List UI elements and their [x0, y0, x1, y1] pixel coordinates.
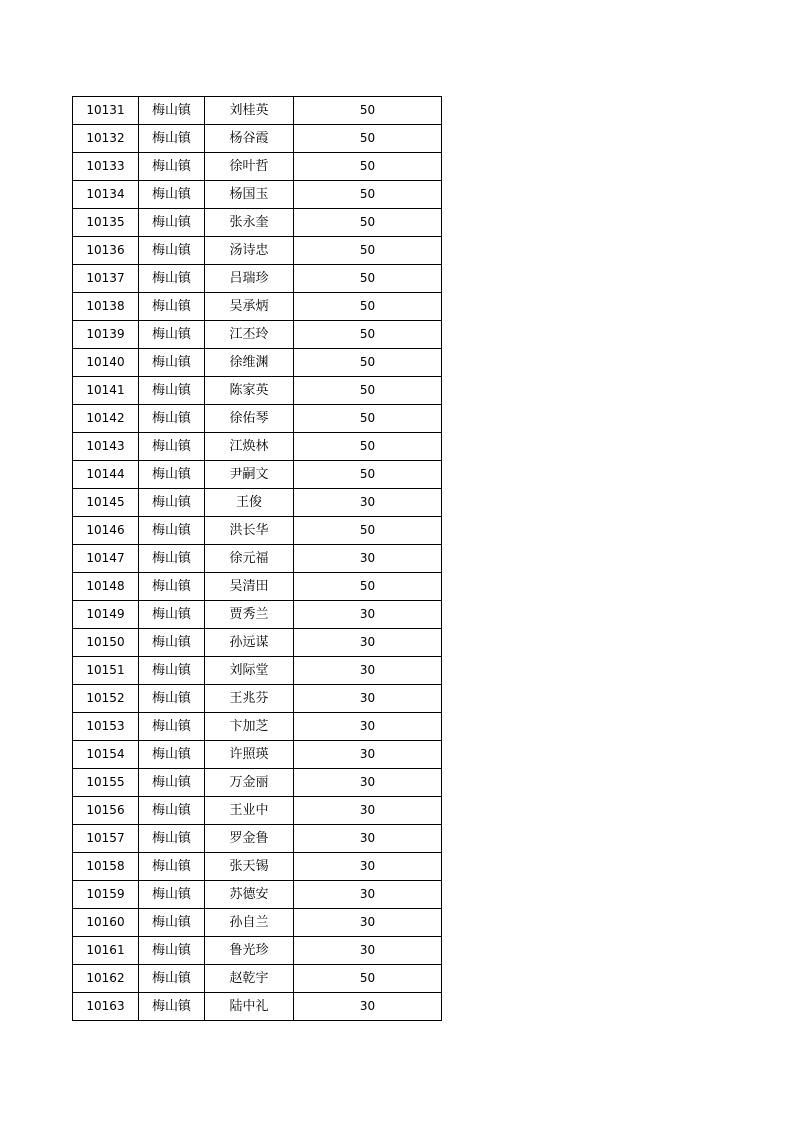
cell-name: 徐佑琴: [205, 405, 294, 433]
table-row: [73, 993, 442, 1021]
cell-amount: 30: [294, 769, 442, 797]
cell-id: 10150: [73, 629, 139, 657]
table-row: [73, 713, 442, 741]
cell-id: 10152: [73, 685, 139, 713]
cell-amount: 30: [294, 797, 442, 825]
cell-amount: 30: [294, 937, 442, 965]
cell-amount: 30: [294, 601, 442, 629]
cell-amount: 50: [294, 377, 442, 405]
table-row: [73, 517, 442, 545]
cell-name: 吕瑞珍: [205, 265, 294, 293]
table-row: [73, 573, 442, 601]
cell-town: 梅山镇: [139, 545, 205, 573]
cell-id: 10160: [73, 909, 139, 937]
cell-town: 梅山镇: [139, 321, 205, 349]
cell-amount: 30: [294, 545, 442, 573]
cell-id: 10145: [73, 489, 139, 517]
table-row: [73, 293, 442, 321]
cell-name: 吴清田: [205, 573, 294, 601]
cell-id: 10149: [73, 601, 139, 629]
cell-name: 孙自兰: [205, 909, 294, 937]
cell-town: 梅山镇: [139, 125, 205, 153]
cell-id: 10148: [73, 573, 139, 601]
cell-amount: 50: [294, 965, 442, 993]
table-row: [73, 209, 442, 237]
table-row: [73, 601, 442, 629]
cell-name: 王业中: [205, 797, 294, 825]
table-row: [73, 741, 442, 769]
cell-town: 梅山镇: [139, 405, 205, 433]
table-row: [73, 937, 442, 965]
cell-id: 10157: [73, 825, 139, 853]
table-row: [73, 377, 442, 405]
cell-name: 杨国玉: [205, 181, 294, 209]
cell-town: 梅山镇: [139, 181, 205, 209]
cell-name: 苏德安: [205, 881, 294, 909]
cell-id: 10156: [73, 797, 139, 825]
cell-town: 梅山镇: [139, 461, 205, 489]
cell-amount: 50: [294, 461, 442, 489]
cell-town: 梅山镇: [139, 993, 205, 1021]
cell-id: 10151: [73, 657, 139, 685]
table-row: [73, 797, 442, 825]
cell-name: 王兆芬: [205, 685, 294, 713]
table-row: [73, 433, 442, 461]
cell-town: 梅山镇: [139, 265, 205, 293]
cell-name: 杨谷霞: [205, 125, 294, 153]
cell-id: 10147: [73, 545, 139, 573]
table-row: [73, 965, 442, 993]
cell-amount: 50: [294, 573, 442, 601]
cell-name: 王俊: [205, 489, 294, 517]
table-row: [73, 349, 442, 377]
cell-town: 梅山镇: [139, 881, 205, 909]
cell-id: 10139: [73, 321, 139, 349]
cell-name: 许照瑛: [205, 741, 294, 769]
cell-town: 梅山镇: [139, 433, 205, 461]
cell-name: 贾秀兰: [205, 601, 294, 629]
cell-town: 梅山镇: [139, 685, 205, 713]
cell-id: 10138: [73, 293, 139, 321]
cell-amount: 50: [294, 125, 442, 153]
cell-town: 梅山镇: [139, 937, 205, 965]
cell-id: 10161: [73, 937, 139, 965]
table-row: [73, 685, 442, 713]
table-row: [73, 461, 442, 489]
cell-amount: 50: [294, 181, 442, 209]
cell-id: 10136: [73, 237, 139, 265]
cell-id: 10146: [73, 517, 139, 545]
cell-amount: 30: [294, 685, 442, 713]
cell-amount: 50: [294, 349, 442, 377]
cell-town: 梅山镇: [139, 741, 205, 769]
cell-amount: 50: [294, 321, 442, 349]
cell-town: 梅山镇: [139, 657, 205, 685]
cell-id: 10135: [73, 209, 139, 237]
cell-town: 梅山镇: [139, 909, 205, 937]
cell-id: 10134: [73, 181, 139, 209]
cell-town: 梅山镇: [139, 153, 205, 181]
cell-town: 梅山镇: [139, 601, 205, 629]
cell-amount: 30: [294, 741, 442, 769]
cell-id: 10154: [73, 741, 139, 769]
cell-town: 梅山镇: [139, 489, 205, 517]
table-row: [73, 153, 442, 181]
table-row: [73, 909, 442, 937]
cell-amount: 30: [294, 629, 442, 657]
table-row: [73, 181, 442, 209]
cell-amount: 30: [294, 825, 442, 853]
cell-amount: 30: [294, 853, 442, 881]
cell-town: 梅山镇: [139, 825, 205, 853]
cell-town: 梅山镇: [139, 237, 205, 265]
cell-id: 10132: [73, 125, 139, 153]
cell-amount: 50: [294, 293, 442, 321]
cell-amount: 50: [294, 265, 442, 293]
cell-name: 陈家英: [205, 377, 294, 405]
cell-id: 10144: [73, 461, 139, 489]
table-row: [73, 769, 442, 797]
table-row: [73, 825, 442, 853]
cell-name: 徐元福: [205, 545, 294, 573]
table-row: [73, 629, 442, 657]
table-row: [73, 321, 442, 349]
cell-name: 罗金鲁: [205, 825, 294, 853]
cell-town: 梅山镇: [139, 573, 205, 601]
cell-amount: 30: [294, 489, 442, 517]
cell-id: 10131: [73, 97, 139, 125]
cell-name: 尹嗣文: [205, 461, 294, 489]
cell-amount: 50: [294, 97, 442, 125]
cell-town: 梅山镇: [139, 293, 205, 321]
cell-town: 梅山镇: [139, 377, 205, 405]
cell-name: 江焕林: [205, 433, 294, 461]
cell-id: 10162: [73, 965, 139, 993]
cell-name: 江丕玲: [205, 321, 294, 349]
cell-town: 梅山镇: [139, 629, 205, 657]
data-table: [72, 96, 442, 1021]
cell-name: 万金丽: [205, 769, 294, 797]
cell-name: 刘际堂: [205, 657, 294, 685]
cell-id: 10153: [73, 713, 139, 741]
cell-id: 10133: [73, 153, 139, 181]
cell-amount: 30: [294, 713, 442, 741]
table-row: [73, 881, 442, 909]
cell-amount: 50: [294, 237, 442, 265]
table-row: [73, 489, 442, 517]
cell-amount: 50: [294, 405, 442, 433]
cell-id: 10143: [73, 433, 139, 461]
cell-name: 孙远谋: [205, 629, 294, 657]
cell-town: 梅山镇: [139, 349, 205, 377]
cell-id: 10159: [73, 881, 139, 909]
table-row: [73, 405, 442, 433]
cell-name: 张永奎: [205, 209, 294, 237]
cell-amount: 30: [294, 657, 442, 685]
cell-town: 梅山镇: [139, 517, 205, 545]
cell-name: 赵乾宇: [205, 965, 294, 993]
cell-amount: 30: [294, 909, 442, 937]
cell-name: 刘桂英: [205, 97, 294, 125]
cell-amount: 30: [294, 993, 442, 1021]
cell-name: 陆中礼: [205, 993, 294, 1021]
cell-amount: 30: [294, 881, 442, 909]
table-body: [73, 97, 442, 1021]
cell-name: 徐叶哲: [205, 153, 294, 181]
cell-amount: 50: [294, 433, 442, 461]
table-row: [73, 545, 442, 573]
cell-town: 梅山镇: [139, 713, 205, 741]
cell-name: 洪长华: [205, 517, 294, 545]
cell-town: 梅山镇: [139, 853, 205, 881]
cell-name: 卞加芝: [205, 713, 294, 741]
table-row: [73, 853, 442, 881]
cell-id: 10142: [73, 405, 139, 433]
cell-name: 张天锡: [205, 853, 294, 881]
cell-town: 梅山镇: [139, 797, 205, 825]
cell-town: 梅山镇: [139, 965, 205, 993]
cell-town: 梅山镇: [139, 97, 205, 125]
cell-id: 10137: [73, 265, 139, 293]
cell-amount: 50: [294, 209, 442, 237]
cell-amount: 50: [294, 517, 442, 545]
cell-name: 徐维渊: [205, 349, 294, 377]
table-row: [73, 657, 442, 685]
table-row: [73, 237, 442, 265]
cell-id: 10163: [73, 993, 139, 1021]
cell-id: 10158: [73, 853, 139, 881]
cell-amount: 50: [294, 153, 442, 181]
cell-name: 吴承炳: [205, 293, 294, 321]
table-row: [73, 97, 442, 125]
cell-name: 鲁光珍: [205, 937, 294, 965]
cell-id: 10155: [73, 769, 139, 797]
cell-id: 10141: [73, 377, 139, 405]
cell-id: 10140: [73, 349, 139, 377]
cell-name: 汤诗忠: [205, 237, 294, 265]
cell-town: 梅山镇: [139, 209, 205, 237]
table-row: [73, 125, 442, 153]
table-row: [73, 265, 442, 293]
cell-town: 梅山镇: [139, 769, 205, 797]
